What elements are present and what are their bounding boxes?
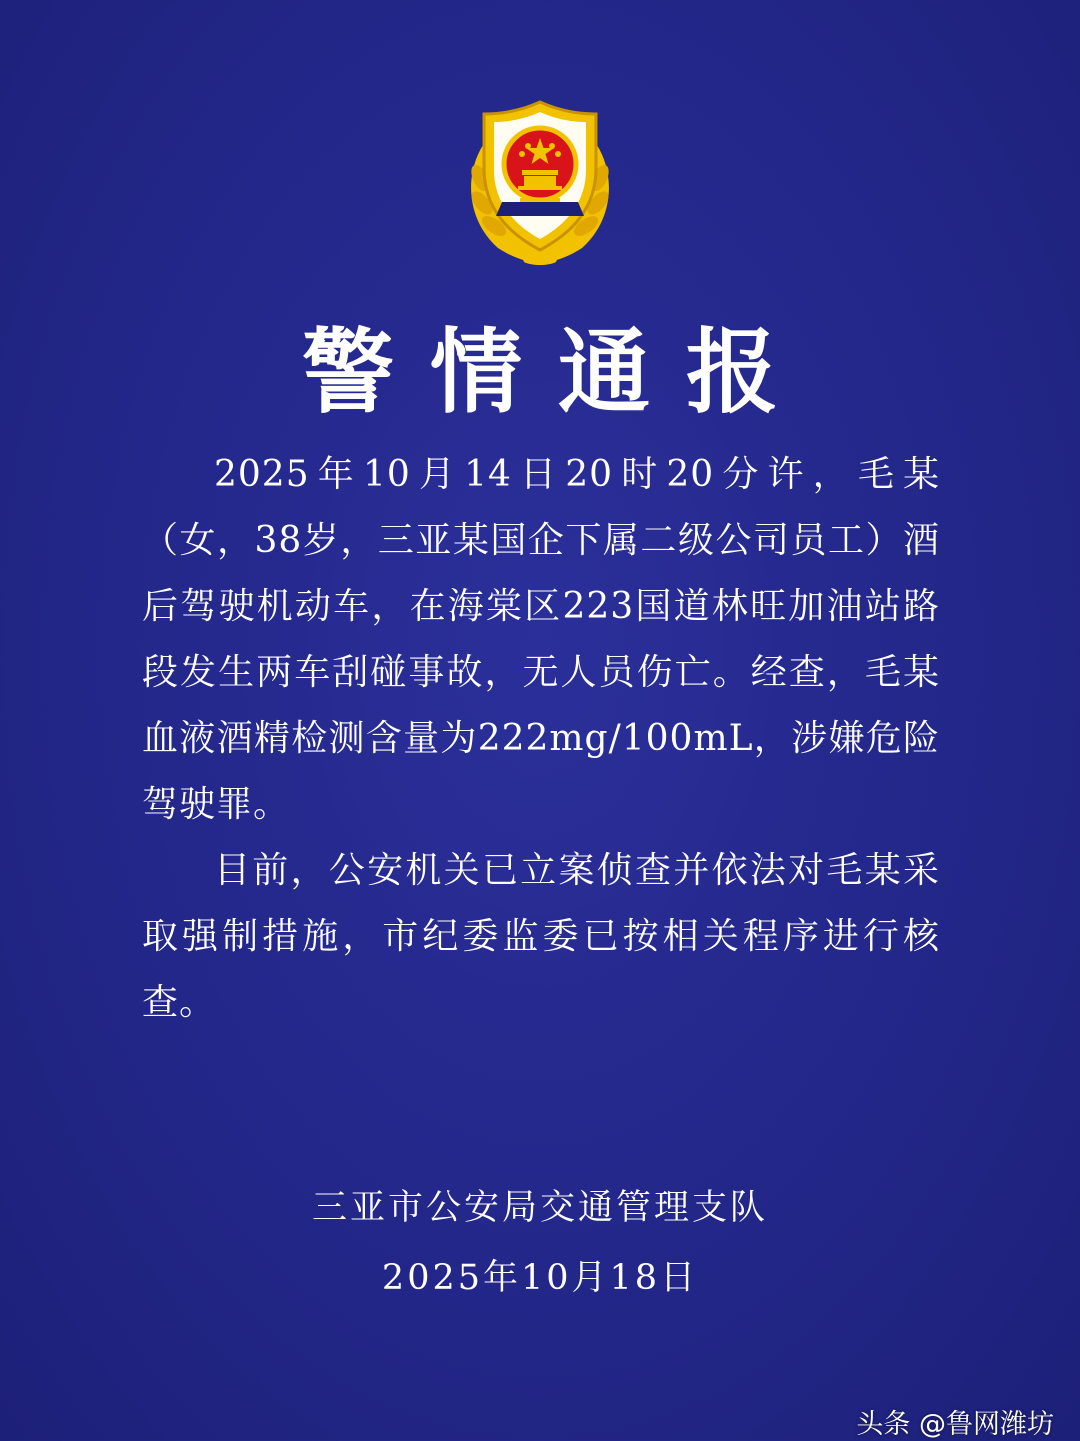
issue-date: 2025年10月18日 (381, 1258, 699, 1298)
notice-paragraph-2: 目前，公安机关已立案侦查并依法对毛某采取强制措施，市纪委监委已按相关程序进行核查。 (142, 850, 940, 1023)
police-emblem-icon (458, 98, 622, 270)
source-watermark: 头条 @鲁网潍坊 (856, 1409, 1054, 1440)
notice-body (142, 442, 940, 1036)
issuing-organization: 三亚市公安局交通管理支队 (311, 1188, 768, 1228)
notice-paragraph-1: 2025年10月14日20时20分许，毛某（女，38岁，三亚某国企下属二级公司员工）酒后驾驶机动车，在海棠区223国道林旺加油站路段发生两车刮碰事故，无人员伤亡。经查，毛某血液酒精检测含量为222mg/100mL，涉嫌危险驾驶罪。 (142, 454, 940, 825)
notice-title: 警情通报 (301, 319, 814, 426)
